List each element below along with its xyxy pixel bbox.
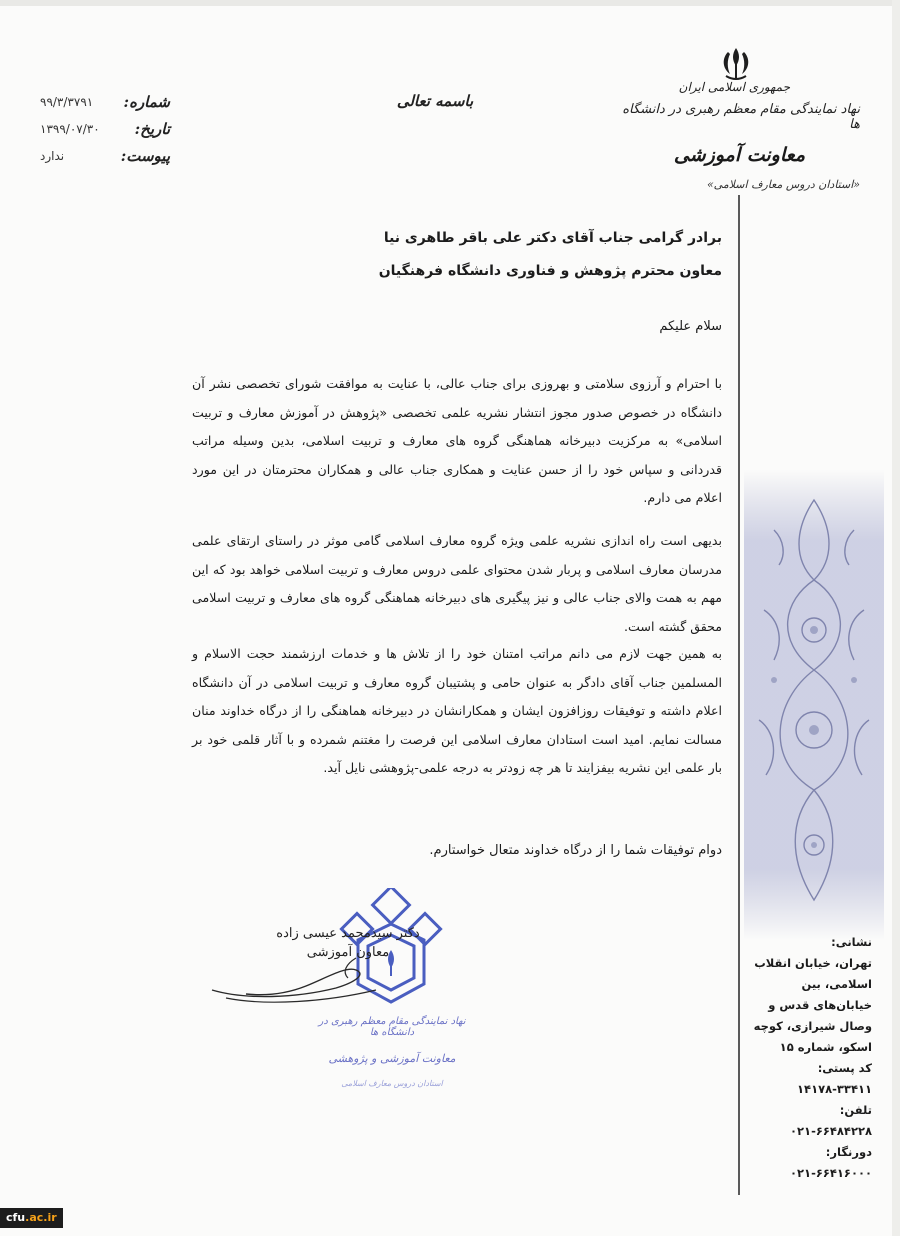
paragraph-1: با احترام و آرزوی سلامتی و بهروزی برای جناب عالی، با عنایت به موافقت شورای تخصصی نشر آن دانشگاه در خصوص صدور مجوز انتشار نشریه علمی تخصصی «پژوهش در آموزش معارف و تربیت اسلامی» به مرکزیت دبیرخانه هماهنگی گروه های معارف و تربیت اسلامی، بدین وسیله مراتب قدردانی و سپاس خود را از حسن عنایت و همکاری جناب عالی و همکاران محترمتان در این مورد اعلام می دارم.	[192, 376, 722, 505]
paragraph-2: بدیهی است راه اندازی نشریه علمی ویژه گروه معارف اسلامی گامی موثر در راستای ارتقای علمی مدرسان معارف اسلامی و پربار شدن محتوای علمی دروس معارف و تربیت اسلامی خواهد بود که این مهم به همت والای جناب عالی و نیز پیگیری های دبیرخانه هماهنگی گروه های معارف و تربیت اسلامی محقق گشته است.	[192, 533, 722, 634]
iran-emblem-icon	[716, 44, 756, 82]
postal-code-label: کد پستی:	[817, 1061, 872, 1075]
meta-number-value: ۹۹/۳/۳۷۹۱	[40, 94, 94, 109]
org-department: معاونت آموزشی	[673, 144, 805, 166]
watermark-domain: .ac.ir	[25, 1211, 57, 1224]
scan-edge-top	[0, 0, 900, 6]
org-name: نهاد نمایندگی مقام معظم رهبری در دانشگاه ها	[622, 102, 860, 132]
recipient-title: معاون محترم پژوهش و فناوری دانشگاه فرهنگیان	[378, 263, 722, 279]
org-country: جمهوری اسلامی ایران	[678, 80, 790, 94]
address-panel	[740, 932, 872, 1184]
signatory-name: دکتر سیدمحمد عیسی زاده	[276, 926, 420, 941]
stamp-caption-org: نهاد نمایندگی مقام معظم رهبری در دانشگاه ها	[318, 1016, 466, 1038]
floral-ornament-icon	[744, 470, 884, 940]
meta-number-label: شماره:	[123, 92, 170, 111]
watermark-badge	[0, 1208, 63, 1228]
meta-date-label: تاریخ:	[134, 119, 170, 138]
meta-date-value: ۱۳۹۹/۰۷/۳۰	[40, 121, 100, 136]
address-value: تهران، خیابان انقلاب اسلامی، بین خیابان‌های قدس و وصال شیرازی، کوچه اسکو، شماره ۱۵	[753, 956, 872, 1054]
meta-attachment-label: پیوست:	[120, 146, 170, 165]
phone-value: ۰۲۱-۶۶۴۸۴۲۲۸	[790, 1124, 872, 1138]
org-subunit: «استادان دروس معارف اسلامی»	[706, 178, 860, 191]
recipient-block	[192, 222, 722, 288]
stamp-caption	[312, 1016, 472, 1088]
paragraph-3: به همین جهت لازم می دانم مراتب امتنان خود را از تلاش ها و خدمات ارزشمند حجت الاسلام و المسلمین جناب آقای دادگر به عنوان حامی و پشتیبان گروه معارف و تربیت اسلامی در آن دانشگاه اعلام داشته و توفیقات روزافزون ایشان و همکارانشان در دبیرخانه هماهنگی را از درگاه خداوند منان مسالت نمایم. امید است استادان معارف اسلامی این فرصت را مغتنم شمرده و با آثار قلمی خود بر بار علمی این نشریه بیفزایند تا هر چه زودتر به درجه علمی-پژوهشی نایل آید.	[192, 646, 722, 775]
fax-value: ۰۲۱-۶۶۴۱۶۰۰۰	[790, 1166, 872, 1180]
meta-number	[40, 88, 170, 115]
meta-date	[40, 115, 170, 142]
handwritten-signature	[206, 950, 396, 1008]
address-label: نشانی:	[831, 935, 872, 949]
postal-code-value: ۱۴۱۷۸-۳۳۴۱۱	[797, 1082, 872, 1096]
signatory-title: معاون آموزشی	[306, 945, 390, 960]
fax-label: دورنگار:	[825, 1145, 872, 1159]
stamp-caption-dept: معاونت آموزشی و پژوهشی	[328, 1052, 456, 1065]
phone-label: تلفن:	[839, 1103, 872, 1117]
meta-attachment	[40, 142, 170, 169]
greeting: سلام علیکم	[659, 319, 722, 334]
scan-edge-right	[892, 0, 900, 1236]
organization-header	[610, 80, 860, 191]
closing-line: دوام توفیقات شما را از درگاه خداوند متعال خواستارم.	[429, 843, 722, 858]
stamp-caption-unit: استادان دروس معارف اسلامی	[341, 1079, 443, 1088]
basmala: باسمه تعالی	[396, 92, 474, 110]
watermark-site: cfu	[6, 1211, 26, 1224]
meta-attachment-value: ندارد	[40, 148, 65, 163]
recipient-name: برادر گرامی جناب آقای دکتر علی باقر طاهری نیا	[383, 230, 722, 246]
letter-meta	[40, 88, 170, 169]
